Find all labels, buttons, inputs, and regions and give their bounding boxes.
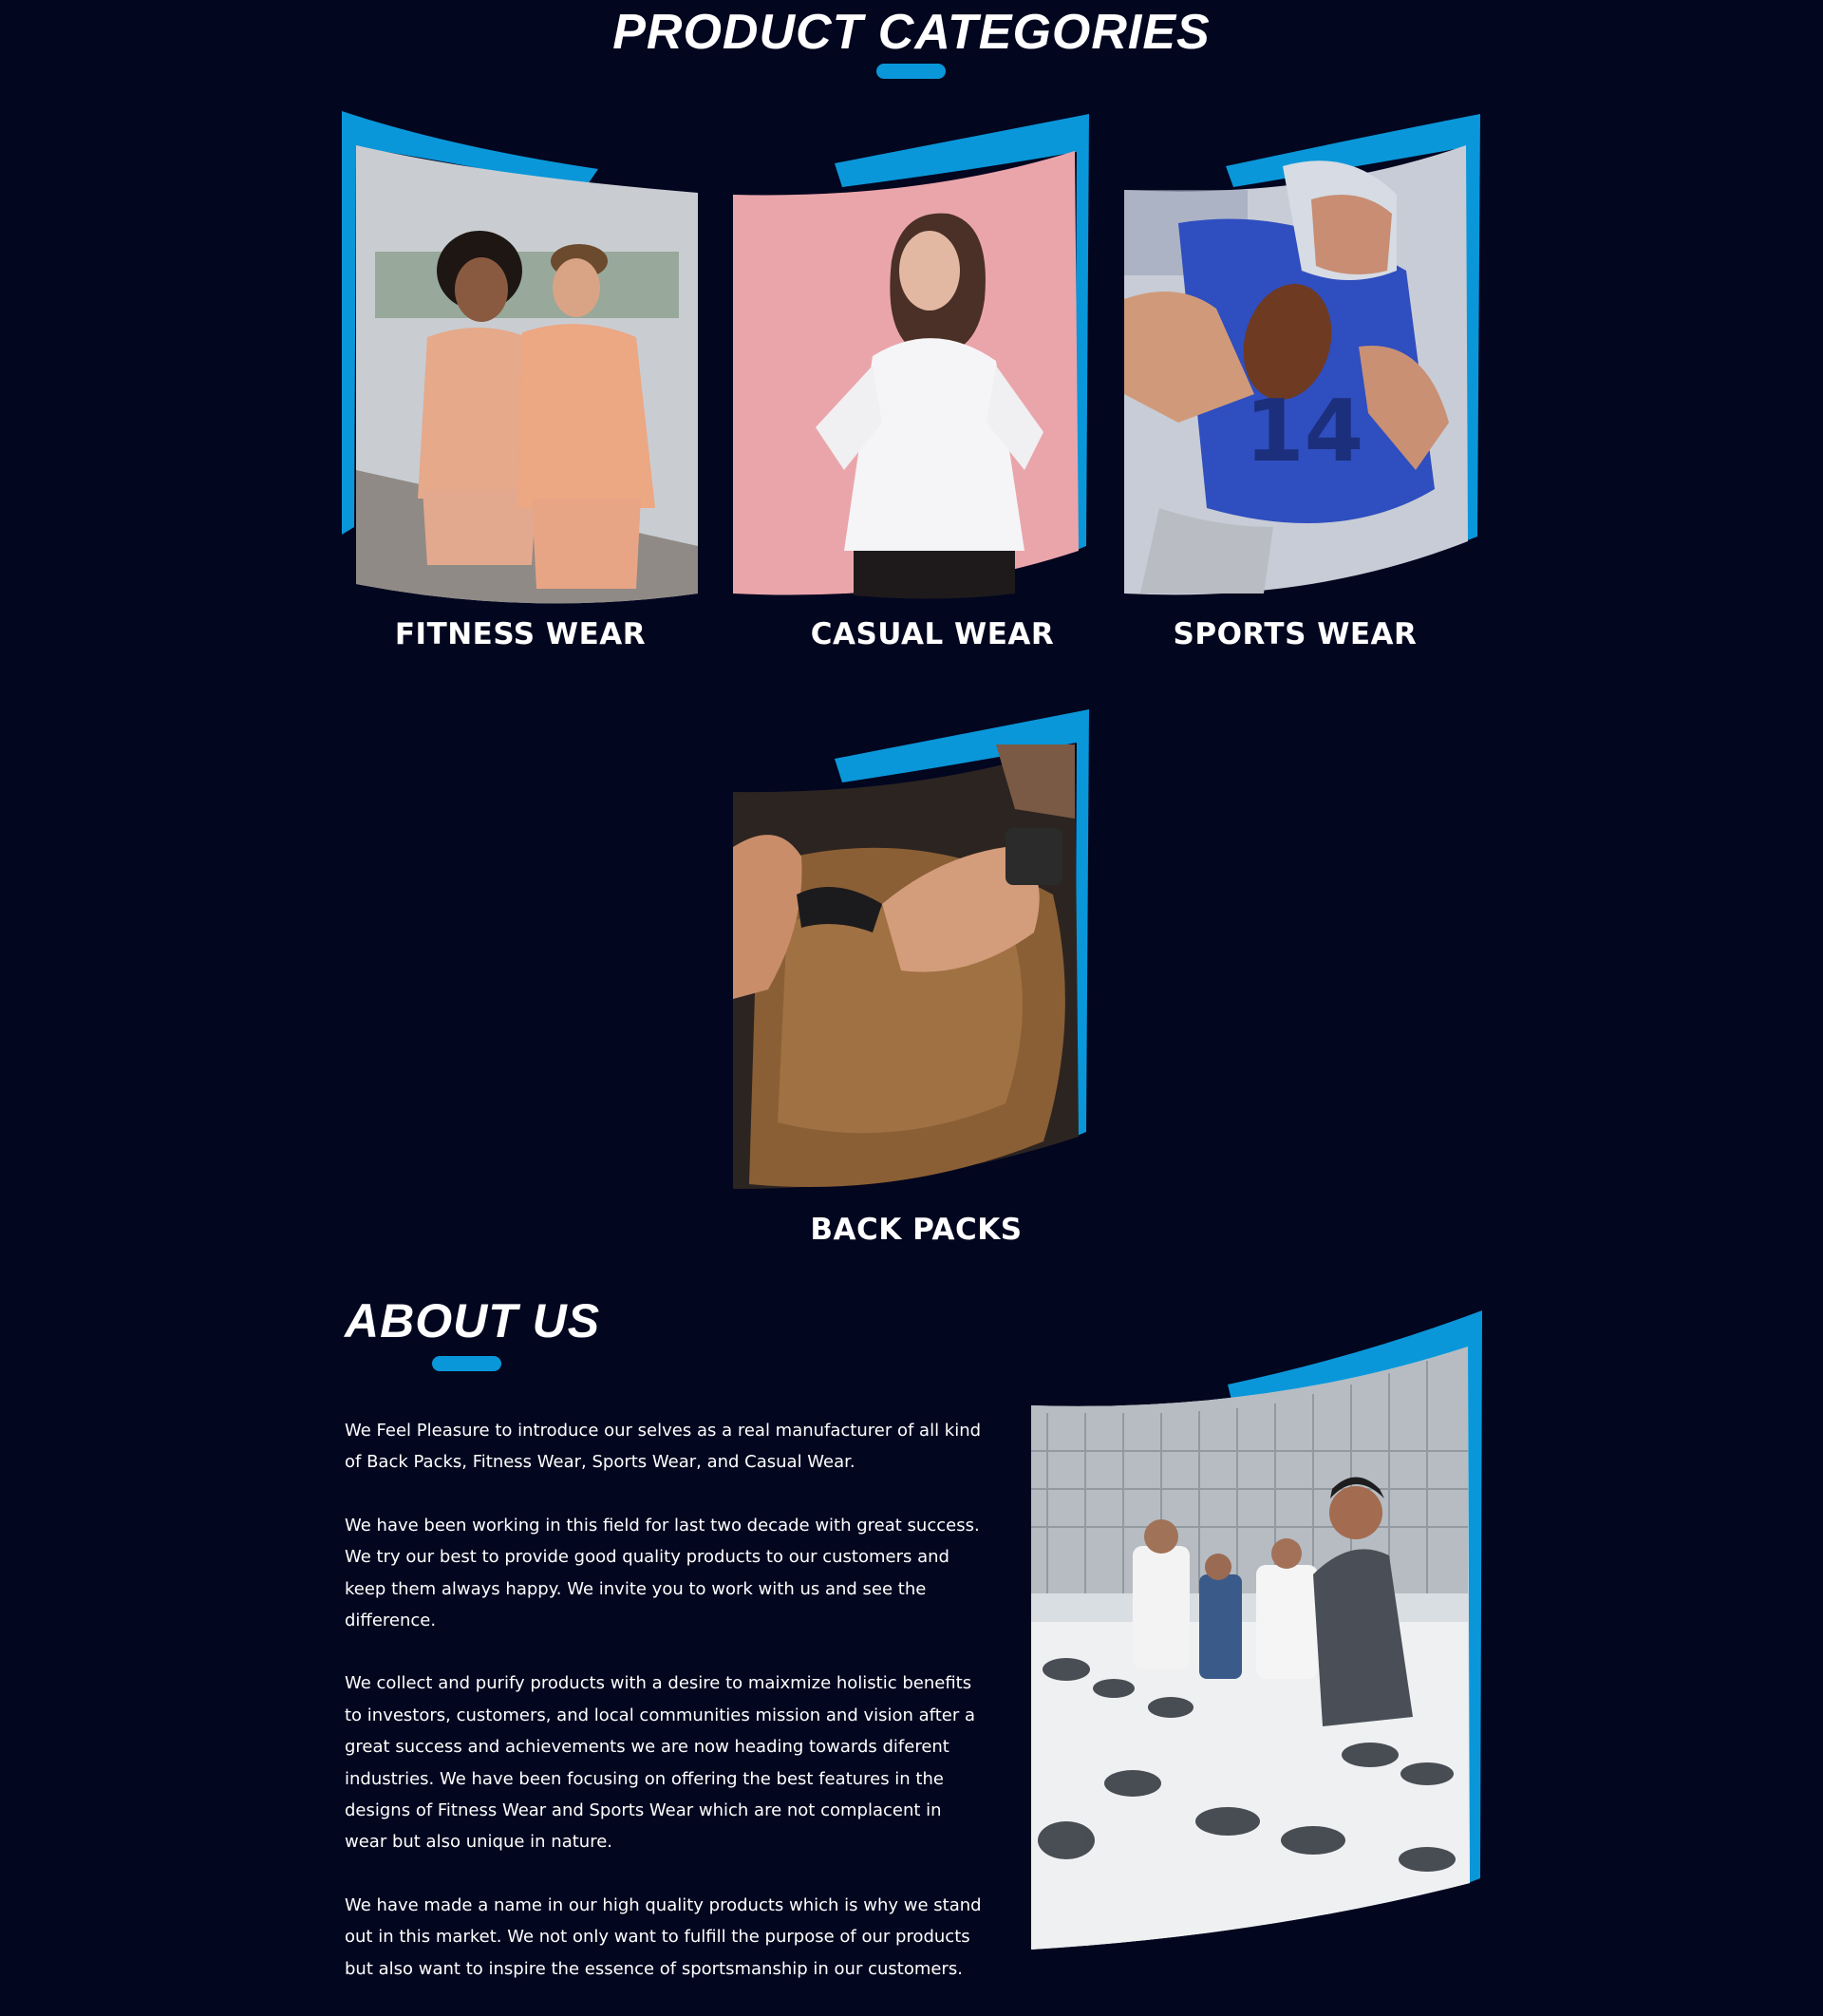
category-label-back-packs: BACK PACKS (810, 1213, 1023, 1247)
category-card-sports-wear[interactable] (1121, 109, 1488, 660)
about-title-underline (432, 1356, 501, 1371)
category-card-back-packs[interactable] (730, 705, 1097, 1255)
category-card-casual-wear[interactable] (730, 109, 1097, 660)
about-paragraph-2: We have been working in this field for last two decade with great success. We try our best to provide good quality products to our customers and keep them always happy. We invite you to work with us and see the difference. (345, 1515, 980, 1631)
sports-wear-image (1121, 109, 1488, 603)
about-paragraph-4: We have made a name in our high quality products which is why we stand out in this market. We not only want to fulfill the purpose of our products but also want to inspire the essence of sportsmanship in our customers. (345, 1894, 982, 1979)
casual-wear-image (730, 109, 1097, 603)
svg-text:14: 14 (1245, 382, 1364, 481)
factory-image (1028, 1309, 1484, 1954)
category-label-fitness-wear: FITNESS WEAR (394, 617, 647, 651)
product-categories-title: PRODUCT CATEGORIES (612, 5, 1211, 60)
about-paragraph-3: We collect and purify products with a desire to maixmize holistic benefits to investors, customers, and local communities mission and vision after a great success and achievements we are now heading towards diferent industries. We have been focusing on offering the best features in the designs of Fitness Wear and Sports Wear which are not complacent in wear but also unique in nature. (345, 1673, 975, 1853)
title-underline (876, 64, 946, 79)
about-paragraph-1: We Feel Pleasure to introduce our selves as a real manufacturer of all kind of Back Packs, Fitness Wear, Sports Wear, and Casual Wear. (345, 1421, 982, 1473)
fitness-wear-image (337, 109, 704, 603)
category-card-fitness-wear[interactable] (337, 109, 704, 660)
back-packs-image (730, 705, 1097, 1198)
category-label-casual-wear: CASUAL WEAR (810, 617, 1055, 651)
about-us-title: ABOUT US (345, 1294, 601, 1347)
about-us-image-frame (1028, 1309, 1484, 1954)
about-us-text (345, 1415, 986, 2016)
category-label-sports-wear: SPORTS WEAR (1173, 617, 1418, 651)
